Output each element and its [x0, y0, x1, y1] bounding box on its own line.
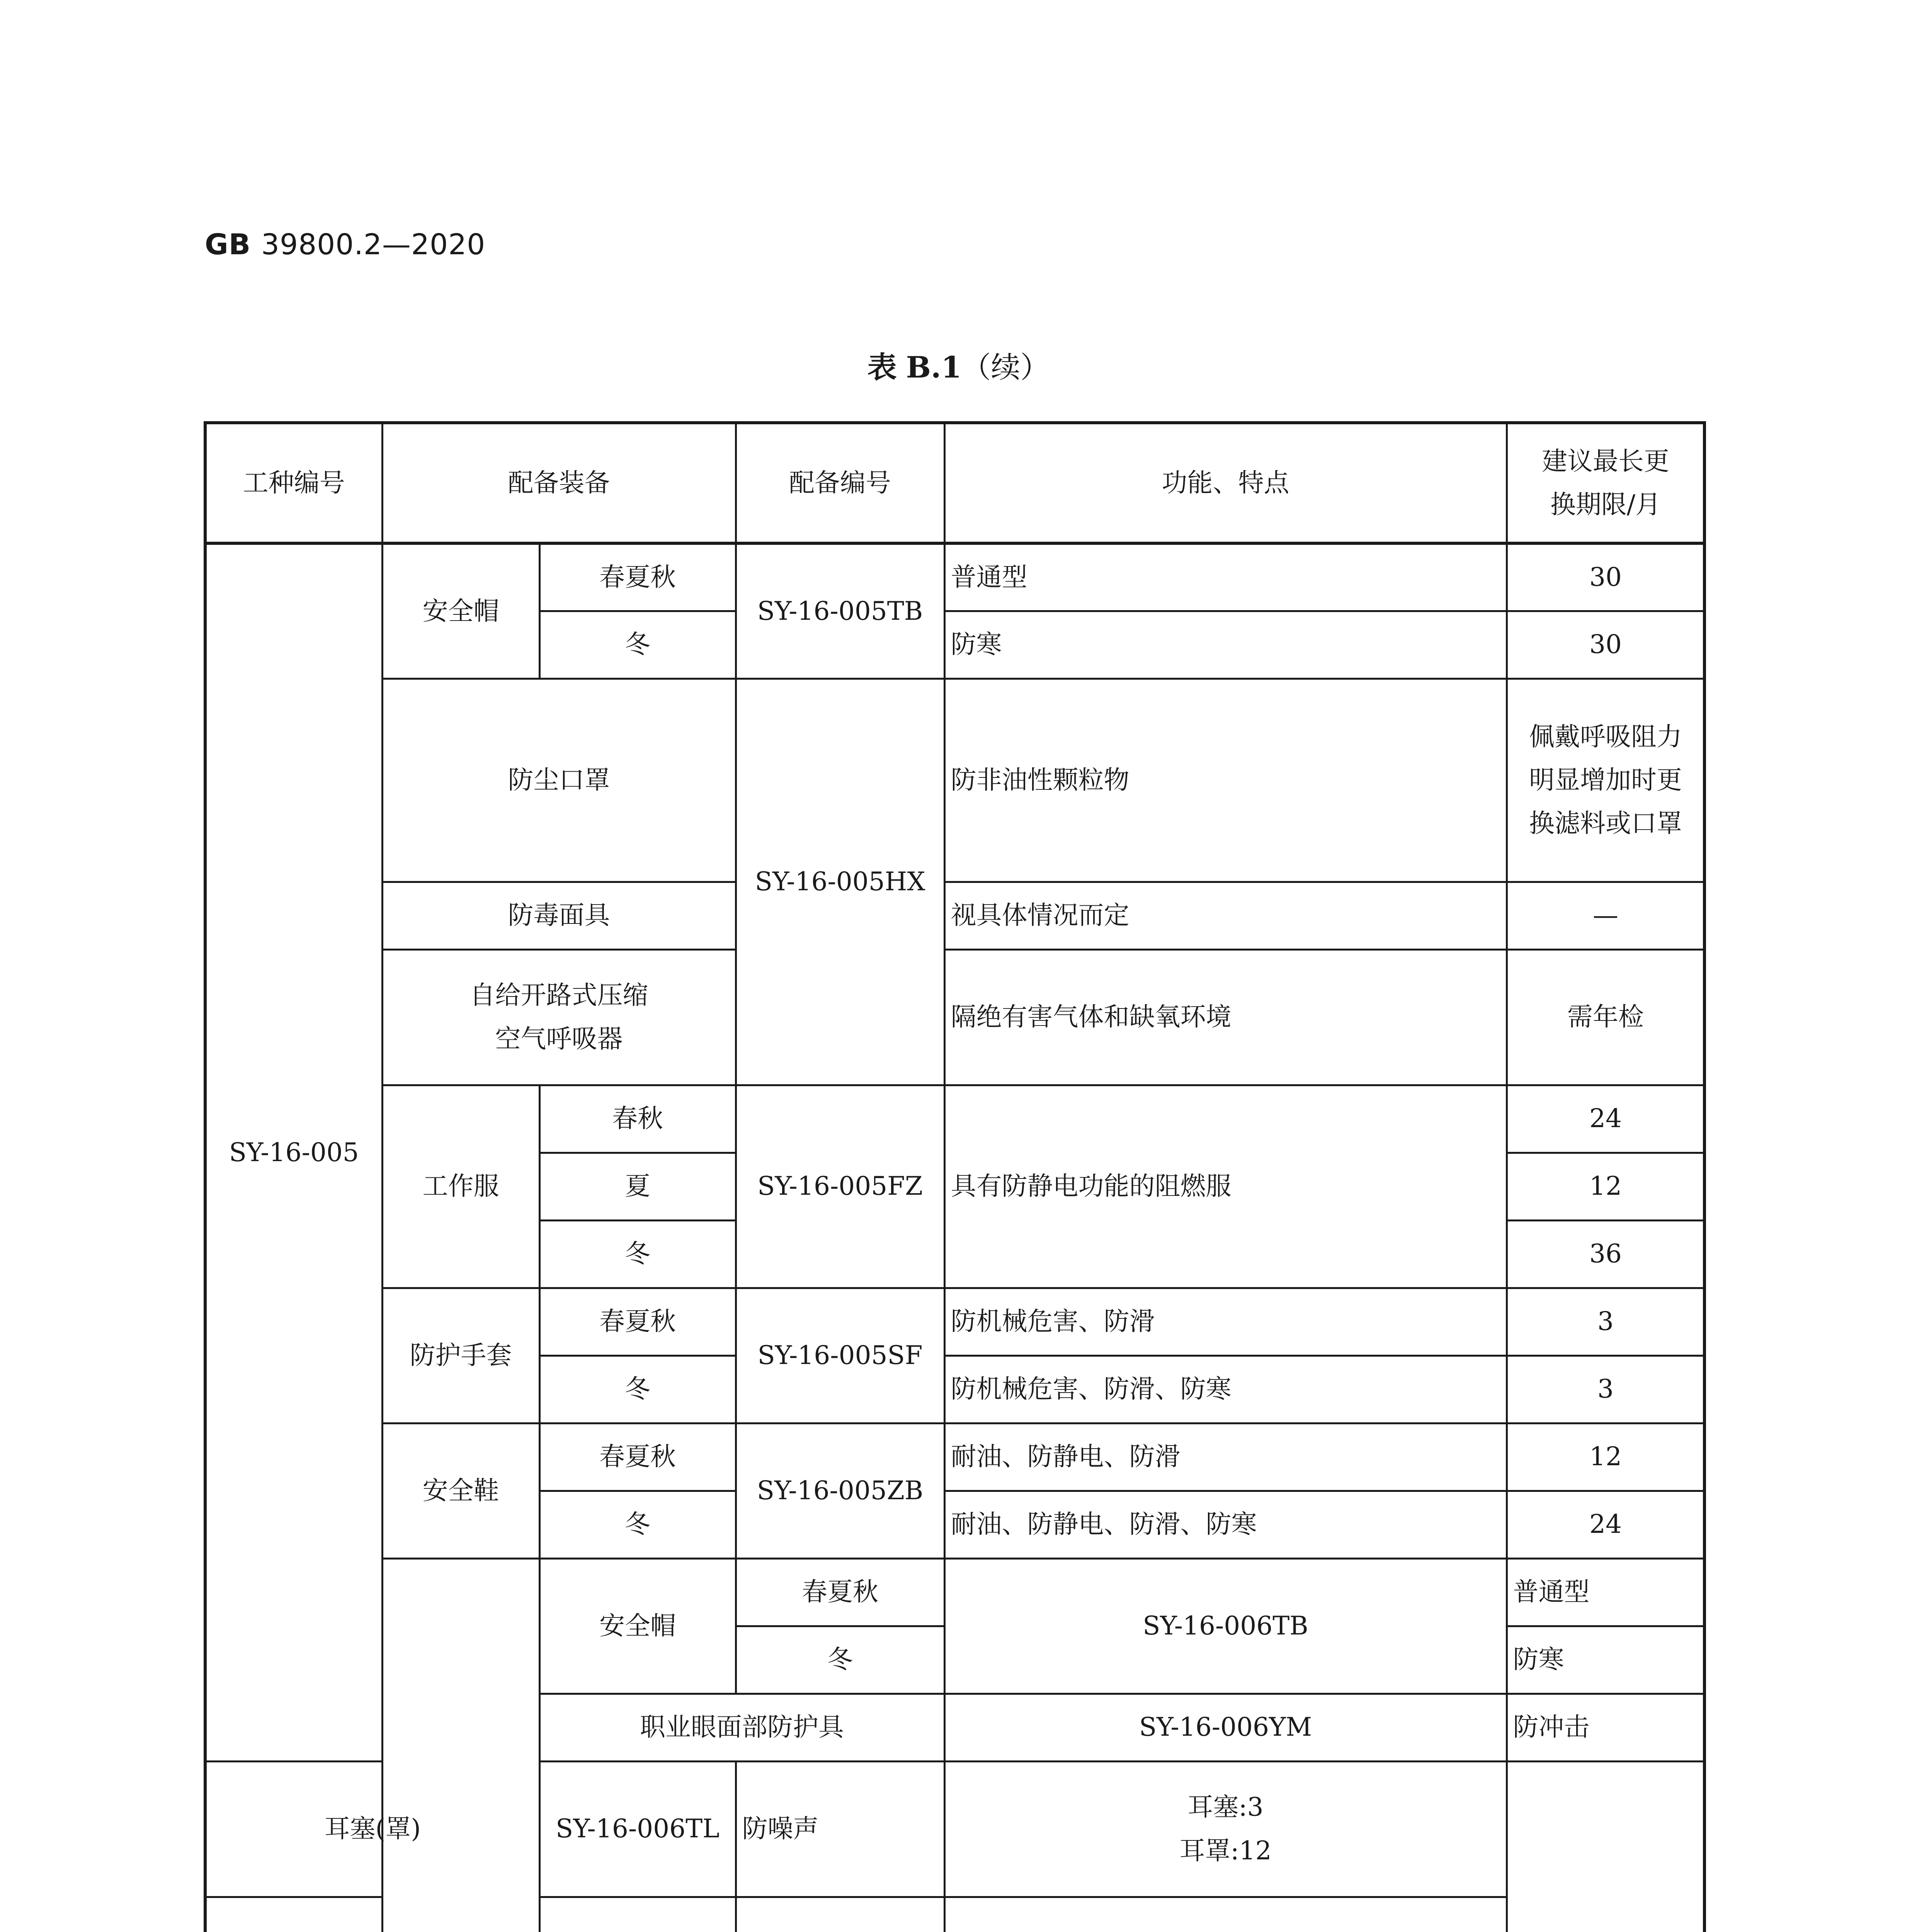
function-cell: 防机械危害、防滑、防寒 [944, 1355, 1507, 1423]
season-cell: 冬 [539, 611, 736, 679]
table-title-label: 表 [867, 350, 897, 384]
function-cell: 耐油、防静电、防滑、防寒 [944, 1491, 1507, 1558]
header-period-line1: 建议最长更 [1542, 446, 1669, 476]
equip-code-cell: SY-16-006TL [539, 1761, 736, 1897]
function-cell: 防寒 [944, 611, 1507, 679]
period-line: 耳塞:3 [1187, 1792, 1264, 1822]
table-row [205, 543, 1704, 611]
period-cell: 3 [1507, 1288, 1704, 1355]
period-cell: 24 [1507, 1085, 1704, 1153]
table-row [205, 1423, 1704, 1491]
header-function: 功能、特点 [944, 423, 1507, 543]
function-cell: 普通型 [944, 543, 1507, 611]
header-period-line2: 换期限/月 [1550, 490, 1661, 519]
table-title-suffix: （续） [961, 350, 1050, 384]
period-cell [944, 1761, 1507, 1897]
equip-code-cell: SY-16-005SF [736, 1288, 944, 1423]
equip-code-cell: SY-16-006YM [944, 1694, 1507, 1761]
equipment-name-line: 自给开路式压缩 [469, 980, 648, 1010]
season-cell: 冬 [736, 1626, 944, 1694]
header-equip-code: 配备编号 [736, 423, 944, 543]
table-header-row [205, 423, 1704, 543]
function-cell: 隔绝有害气体和缺氧环境 [944, 949, 1507, 1085]
equipment-name: 防尘口罩 [382, 679, 736, 882]
table-title [0, 344, 1917, 386]
period-cell: 12 [1507, 1153, 1704, 1220]
doc-code-prefix: GB [205, 228, 251, 261]
table-row [205, 1085, 1704, 1153]
equipment-name: 安全帽 [539, 1558, 736, 1694]
period-line: 耳罩:12 [1179, 1835, 1272, 1866]
equip-code-cell: SY-16-005FZ [736, 1085, 944, 1288]
period-cell: 24 [1507, 1491, 1704, 1558]
function-cell [736, 1897, 944, 1932]
function-cell: 防噪声 [736, 1761, 944, 1897]
period-cell [1507, 679, 1704, 882]
period-cell: 需年检 [1507, 949, 1704, 1085]
equip-code-cell: SY-16-005TB [736, 543, 944, 679]
table-row [205, 1897, 1704, 1932]
function-cell: 防冲击 [1507, 1694, 1704, 1761]
season-cell: 春夏秋 [539, 543, 736, 611]
period-cell: 3 [1507, 1355, 1704, 1423]
period-line: 明显增加时更 [1529, 765, 1682, 795]
equipment-name: 安全帽 [382, 543, 539, 679]
equipment-name: 工作服 [382, 1085, 539, 1288]
table-row [205, 949, 1704, 1085]
header-job-code: 工种编号 [205, 423, 382, 543]
table-title-number: B.1 [906, 350, 962, 384]
season-cell: 春夏秋 [539, 1288, 736, 1355]
season-cell: 夏 [539, 1153, 736, 1220]
function-cell: 具有防静电功能的阻燃服 [944, 1085, 1507, 1288]
equipment-name [382, 949, 736, 1085]
equipment-name: 安全鞋 [382, 1423, 539, 1558]
period-cell: 12 [1507, 1423, 1704, 1491]
period-line: 换滤料或口罩 [1529, 808, 1682, 838]
header-equipment: 配备装备 [382, 423, 736, 543]
table-row [205, 1761, 1704, 1897]
function-cell: 防寒 [1507, 1626, 1704, 1694]
period-line: 佩戴呼吸阻力 [1529, 721, 1682, 752]
period-cell: — [1507, 882, 1704, 949]
document-code [205, 228, 485, 261]
period-cell: 30 [1507, 543, 1704, 611]
season-cell: 春夏秋 [736, 1558, 944, 1626]
equipment-name: 职业眼面部防护具 [539, 1694, 944, 1761]
season-cell: 冬 [539, 1355, 736, 1423]
table-row [205, 882, 1704, 949]
job-code-cell: SY-16-005 [205, 543, 382, 1761]
function-cell: 防机械危害、防滑 [944, 1288, 1507, 1355]
function-cell: 普通型 [1507, 1558, 1704, 1626]
season-cell: 春夏秋 [539, 1423, 736, 1491]
period-cell [944, 1897, 1507, 1932]
season-cell: 冬 [539, 1220, 736, 1288]
doc-code-number: 39800.2—2020 [261, 228, 486, 261]
equip-code-cell [539, 1897, 736, 1932]
function-cell: 耐油、防静电、防滑 [944, 1423, 1507, 1491]
equip-code-cell: SY-16-005ZB [736, 1423, 944, 1558]
period-cell: 36 [1507, 1220, 1704, 1288]
equipment-table [204, 421, 1706, 1932]
equipment-name: 防毒面具 [382, 882, 736, 949]
period-cell: 30 [1507, 611, 1704, 679]
equip-code-cell: SY-16-006TB [944, 1558, 1507, 1694]
table-row [205, 679, 1704, 882]
equipment-name-line: 空气呼吸器 [495, 1024, 623, 1054]
season-cell: 春秋 [539, 1085, 736, 1153]
equipment-name [205, 1897, 539, 1932]
header-period [1507, 423, 1704, 543]
equipment-name: 耳塞(罩) [205, 1761, 539, 1897]
function-cell: 防非油性颗粒物 [944, 679, 1507, 882]
equip-code-cell: SY-16-005HX [736, 679, 944, 1085]
equipment-name: 防护手套 [382, 1288, 539, 1423]
function-cell: 视具体情况而定 [944, 882, 1507, 949]
season-cell: 冬 [539, 1491, 736, 1558]
table-row [205, 1288, 1704, 1355]
table-row [205, 1558, 1704, 1626]
